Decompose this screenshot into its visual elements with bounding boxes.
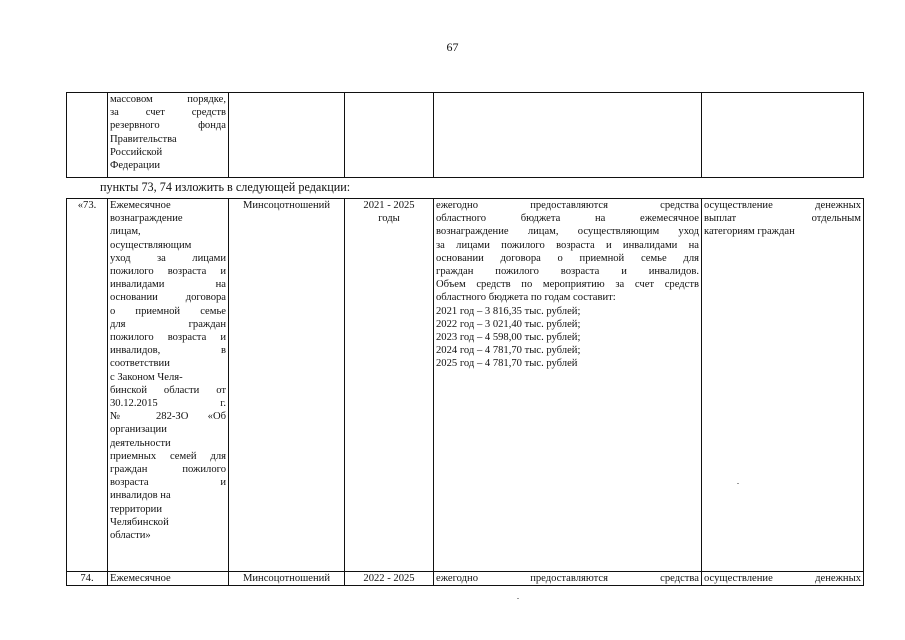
description-cell xyxy=(434,199,702,572)
row-number-cell xyxy=(67,93,108,178)
text-line: бинской области от xyxy=(110,384,226,396)
text-line: Ежемесячное xyxy=(110,200,171,211)
table-row-73 xyxy=(67,199,864,572)
text-line: деятельности xyxy=(110,437,171,449)
row-number-cell: 74. xyxy=(67,572,108,586)
result-line: выплат отдельным xyxy=(704,213,861,225)
executor-cell xyxy=(229,93,345,178)
text-line: пожилого возраста и xyxy=(110,332,226,344)
text-line: инвалидами на xyxy=(110,279,226,291)
years-cell xyxy=(345,93,434,178)
years-line: годы xyxy=(378,213,400,225)
result-line: осуществление денежных xyxy=(704,200,861,211)
text-line: основании договора xyxy=(110,292,226,304)
text-line: приемных семей для xyxy=(110,450,226,462)
text-line: № 282-ЗО «Об xyxy=(110,411,226,423)
volume-line: Объем средств по мероприятию за счет средств xyxy=(436,279,699,291)
text-line: пожилого возраста и xyxy=(110,266,226,278)
text-line: возраста и xyxy=(110,477,226,489)
description-cell xyxy=(434,93,702,178)
years-cell: 2022 - 2025 xyxy=(345,572,434,586)
text-line: вознаграждение xyxy=(110,213,183,225)
measure-name-cell xyxy=(108,93,229,178)
text-line: граждан пожилого xyxy=(110,464,226,476)
text-line: 30.12.2015 г. xyxy=(110,398,226,410)
description-cell: ежегодно предоставляются средства xyxy=(434,572,702,586)
text-line: инвалидов, в xyxy=(110,345,226,357)
measure-name-cell: Ежемесячное xyxy=(108,572,229,586)
description-line: вознаграждение лицам, осуществляющим уход xyxy=(436,226,699,238)
text-line: инвалидов на xyxy=(110,490,171,502)
description-line: граждан пожилого возраста и инвалидов. xyxy=(436,266,699,278)
amount-line: 2022 год – 3 021,40 тыс. рублей; xyxy=(436,318,581,330)
text-line: организации xyxy=(110,424,167,436)
table-row xyxy=(67,93,864,178)
measure-name-cell xyxy=(108,199,229,572)
result-cell xyxy=(702,93,864,178)
text-line: за счет средств xyxy=(110,107,226,119)
description-line: областного бюджета на ежемесячное xyxy=(436,213,699,225)
text-line: соответствии xyxy=(110,358,170,370)
executor-cell: Минсоцотношений xyxy=(229,572,345,586)
description-line: за лицами пожилого возраста и инвалидами на xyxy=(436,239,699,251)
intro-text: пункты 73, 74 изложить в следующей редакции: xyxy=(100,180,351,194)
scan-speck xyxy=(737,483,739,484)
text-line: осуществляющим xyxy=(110,239,192,251)
text-line: массовом порядке, xyxy=(110,94,226,105)
row-number-cell: «73. xyxy=(67,199,108,572)
result-cell xyxy=(702,199,864,572)
text-line: лицам, xyxy=(110,226,141,238)
page-number: 67 xyxy=(446,40,459,54)
years-cell xyxy=(345,199,434,572)
text-line: резервного фонда xyxy=(110,120,226,132)
text-line: области» xyxy=(110,530,151,542)
text-line: с Законом Челя- xyxy=(110,371,183,383)
text-line: территории xyxy=(110,503,163,515)
table-row-74 xyxy=(67,572,864,586)
result-cell: осуществление денежных xyxy=(702,572,864,586)
amount-line: 2025 год – 4 781,70 тыс. рублей xyxy=(436,358,578,370)
table-fragment-top xyxy=(66,92,864,178)
executor-cell: Минсоцотношений xyxy=(229,199,345,572)
scan-speck xyxy=(517,598,519,599)
text-line: Федерации xyxy=(110,160,161,172)
description-line: основании договора о приемной семье для xyxy=(436,252,699,264)
text-line: Челябинской xyxy=(110,516,169,528)
volume-line: областного бюджета по годам составит: xyxy=(436,292,616,304)
years-line: 2021 - 2025 xyxy=(363,200,415,211)
result-line: категориям граждан xyxy=(704,226,795,238)
amount-line: 2023 год – 4 598,00 тыс. рублей; xyxy=(436,332,581,344)
amount-line: 2024 год – 4 781,70 тыс. рублей; xyxy=(436,345,581,357)
text-line: Правительства xyxy=(110,133,177,145)
text-line: Российской xyxy=(110,146,163,158)
amount-line: 2021 год – 3 816,35 тыс. рублей; xyxy=(436,305,581,317)
text-line: уход за лицами xyxy=(110,252,226,264)
table-main xyxy=(66,198,864,586)
text-line: для граждан xyxy=(110,318,226,330)
description-line: ежегодно предоставляются средства xyxy=(436,200,699,211)
text-line: о приемной семье xyxy=(110,305,226,317)
